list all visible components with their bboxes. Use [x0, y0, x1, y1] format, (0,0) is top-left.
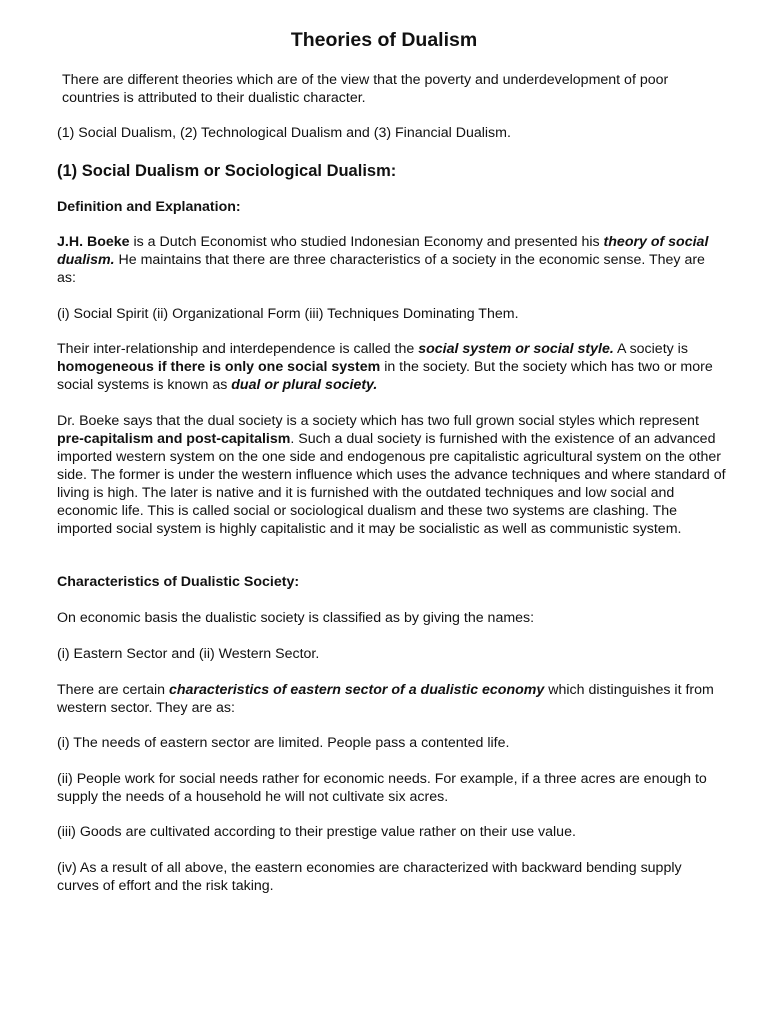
boeke-paragraph — [57, 233, 727, 287]
interrelation-emphasis-1: social system or social style. — [418, 341, 614, 357]
interrelation-emphasis-2: dual or plural society. — [231, 377, 378, 393]
characteristics-heading: Characteristics of Dualistic Society: — [57, 574, 300, 590]
list-item-point-2: (ii) People work for social needs rather for economic needs. For example, if a three acres are enough to supply the needs of a household he will not cultivate six acres. — [57, 771, 707, 805]
sectors-list: (i) Eastern Sector and (ii) Western Sector. — [57, 646, 320, 662]
eastern-text-1: There are certain — [57, 682, 169, 698]
dual-society-bold: pre-capitalism and post-capitalism — [57, 431, 291, 447]
eastern-emphasis: characteristics of eastern sector of a dualistic economy — [168, 682, 545, 698]
interrelation-text-1: Their inter-relationship and interdependence is called the — [57, 341, 419, 357]
dual-society-paragraph — [57, 412, 727, 538]
classification-paragraph: On economic basis the dualistic society is classified as by giving the names: — [57, 610, 535, 626]
interrelation-paragraph — [57, 340, 727, 394]
boeke-name: J.H. Boeke — [57, 234, 130, 250]
interrelation-text-2: A society is — [613, 341, 688, 357]
characteristics-list: (i) Social Spirit (ii) Organizational Form (iii) Techniques Dominating Them. — [57, 306, 519, 322]
dual-society-text-2: . Such a dual society is furnished with the existence of an advanced imported western system on the one side and endogenous pre capitalistic agricultural system on the other side. The former is under the western influence which uses the advance techniques and where standard of living is high. The later is native and it is furnished with the outdated techniques and low social and economic life. This is called social or sociological dualism and these two systems are clashing. The imported social system is highly capitalistic and it may be socialistic as well as communistic system. — [57, 431, 726, 537]
definition-heading: Definition and Explanation: — [57, 199, 241, 215]
interrelation-bold: homogeneous if there is only one social system — [57, 359, 381, 375]
page-title: Theories of Dualism — [290, 29, 478, 51]
boeke-text-2: He maintains that there are three characteristics of a society in the economic sense. They are as: — [57, 252, 705, 286]
dual-society-text-1: Dr. Boeke says that the dual society is a society which has two full grown social styles which represent — [57, 413, 699, 429]
boeke-text-1: is a Dutch Economist who studied Indonesian Economy and presented his — [129, 234, 604, 250]
eastern-text-2: which distinguishes it from western sector. They are as: — [57, 682, 714, 716]
intro-paragraph: There are different theories which are of the view that the poverty and underdevelopment of poor countries is attributed to their dualistic character. — [62, 72, 669, 106]
list-item-point-1: (i) The needs of eastern sector are limited. People pass a contented life. — [57, 735, 510, 751]
interrelation-text-3: in the society. But the society which has two or more social systems is known as — [57, 359, 713, 393]
list-item-point-4: (iv) As a result of all above, the eastern economies are characterized with backward bending supply curves of effort and the risk taking. — [57, 860, 682, 894]
list-item-point-3: (iii) Goods are cultivated according to their prestige value rather on their use value. — [57, 824, 576, 840]
theories-list: (1) Social Dualism, (2) Technological Dualism and (3) Financial Dualism. — [57, 125, 511, 141]
eastern-paragraph — [57, 681, 727, 717]
boeke-emphasis: theory of social dualism. — [57, 234, 709, 268]
section-heading-social-dualism: (1) Social Dualism or Sociological Dualism: — [57, 162, 397, 180]
